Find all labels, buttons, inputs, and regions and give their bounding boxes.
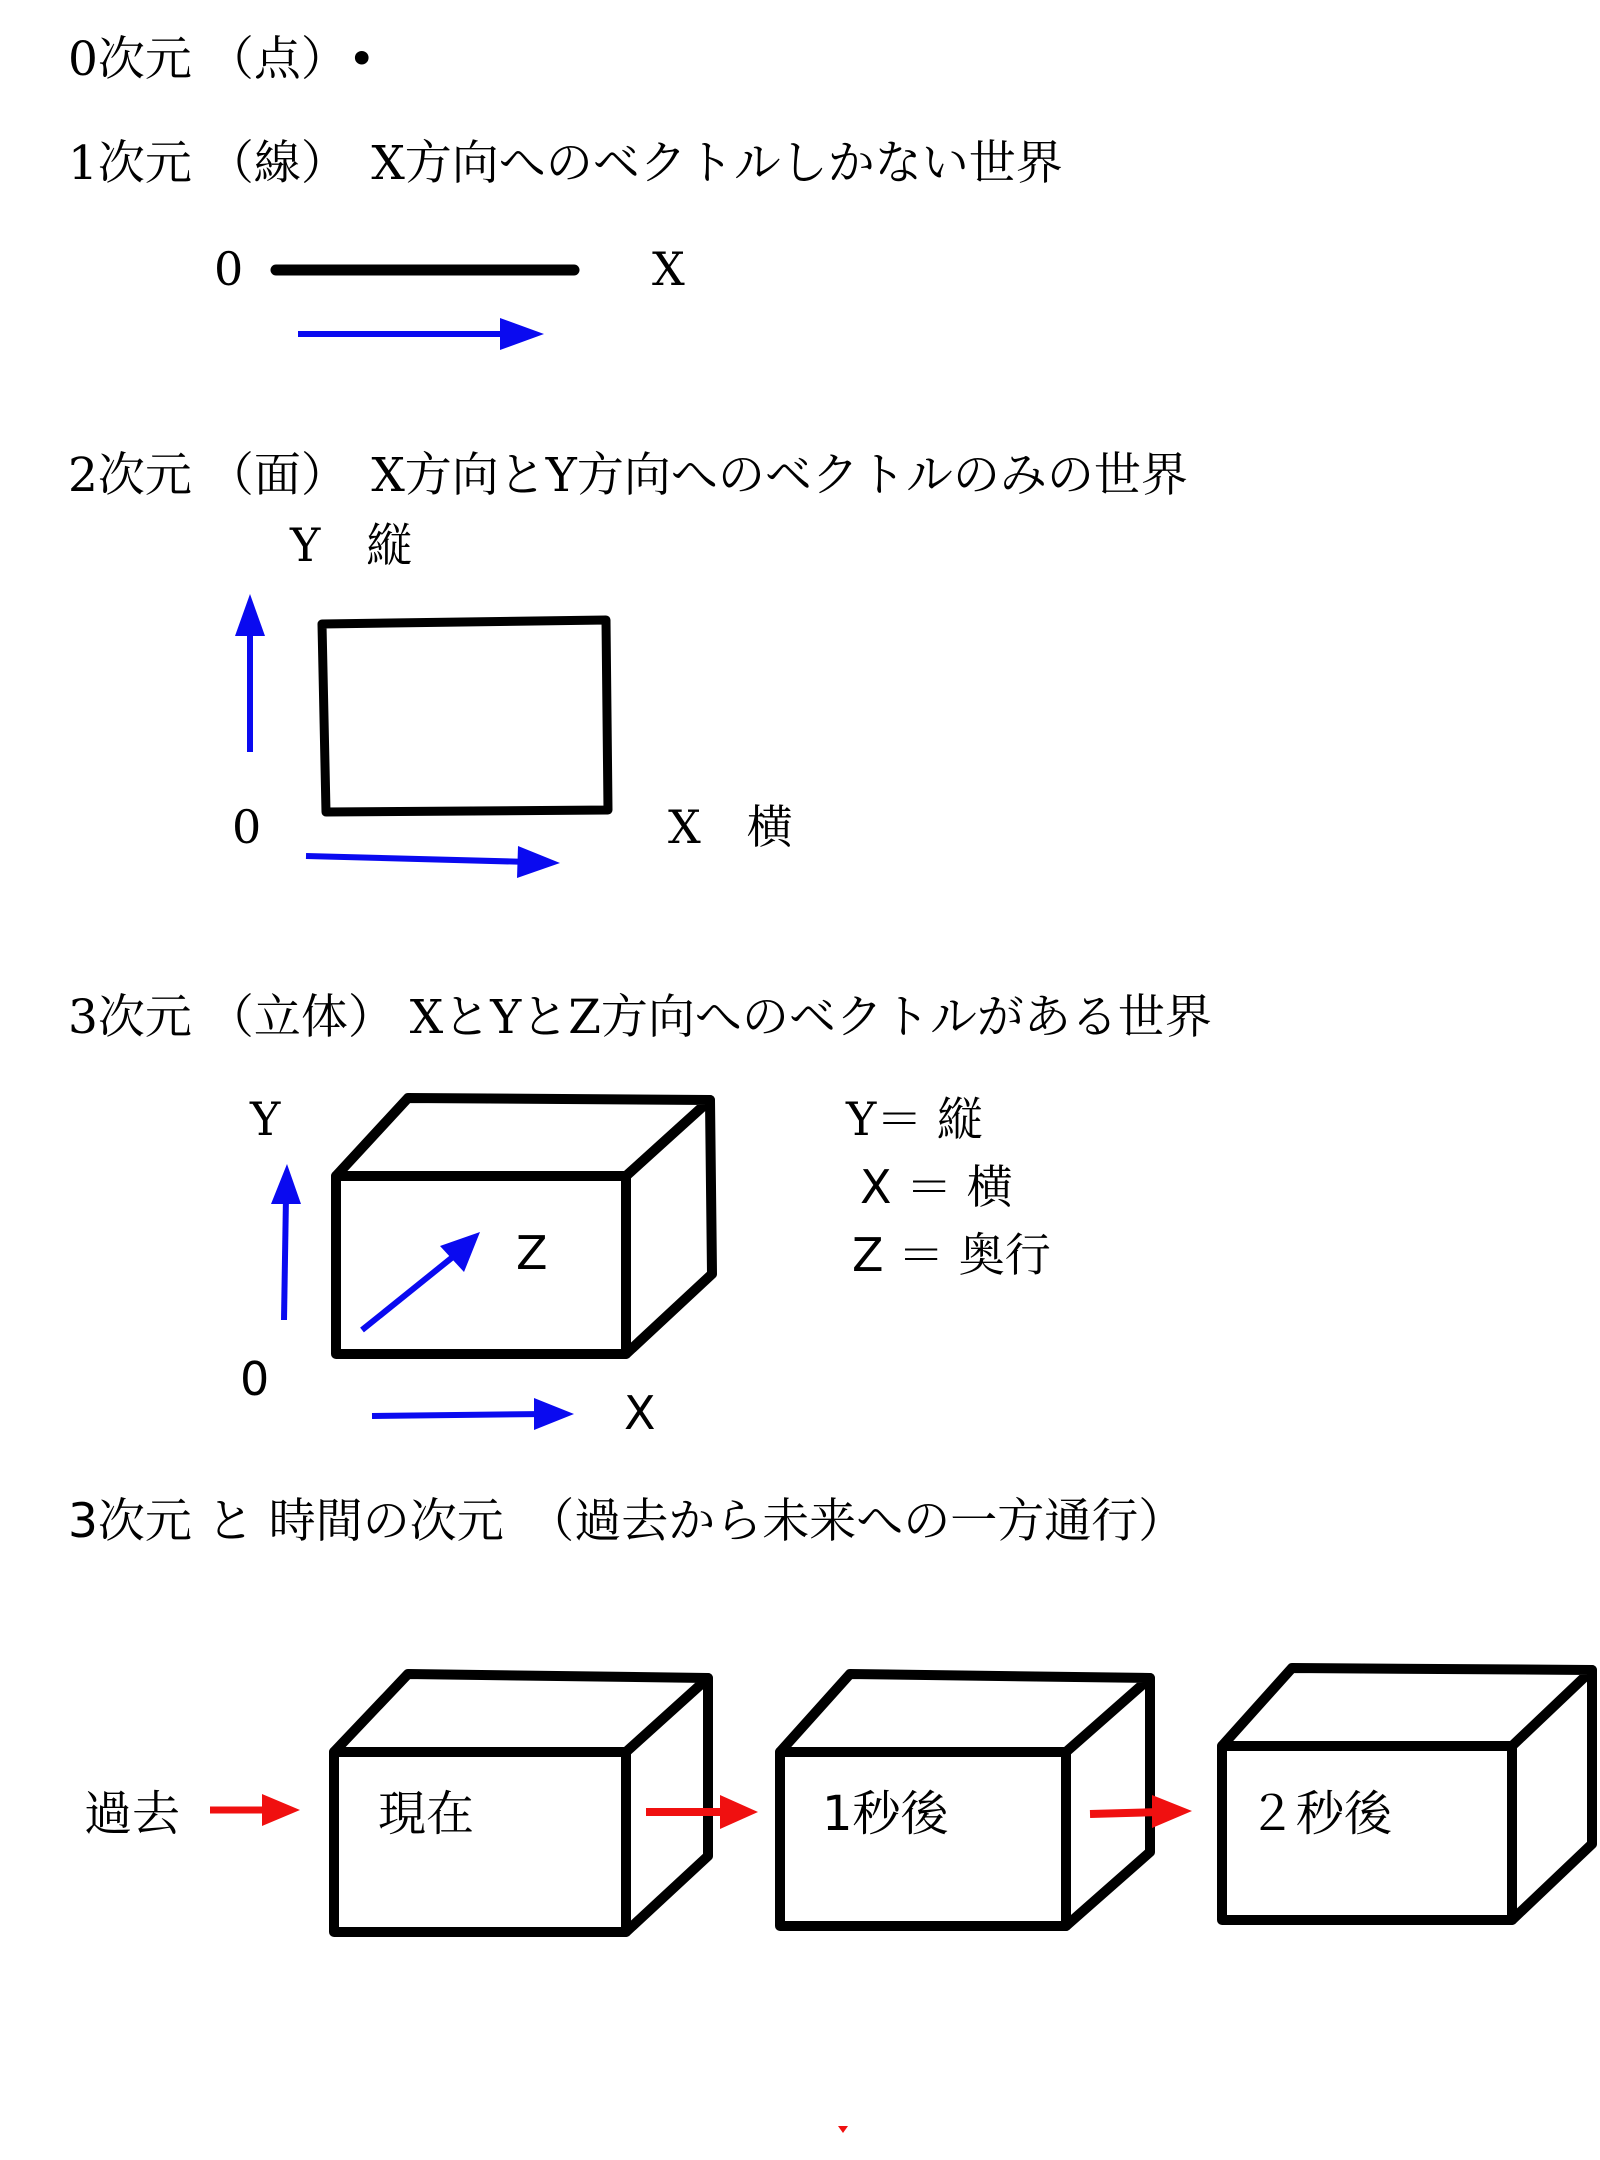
x-vector-2d xyxy=(306,846,560,878)
heading-2d: 2次元 （面） X方向とY方向へのベクトルのみの世界 xyxy=(68,448,1188,503)
arrow-now-to-1s xyxy=(646,1795,758,1829)
arrow-past-to-now xyxy=(210,1794,300,1826)
box-label-2s: ２秒後 xyxy=(1248,1786,1393,1842)
cube-z-label: Z xyxy=(516,1226,548,1280)
box-label-1s: 1秒後 xyxy=(822,1786,949,1842)
x-vector-1d xyxy=(298,318,544,350)
time-box-2s xyxy=(1222,1668,1592,1920)
cube-3d xyxy=(336,1098,712,1354)
heading-1d: 1次元 （線） X方向へのベクトルしかない世界 xyxy=(68,136,1063,191)
time-box-now xyxy=(334,1674,708,1932)
heading-0d: 0次元 （点）• xyxy=(68,32,376,87)
x-vector-3d xyxy=(372,1398,574,1430)
cube-origin-label: 0 xyxy=(240,1352,270,1406)
heading-time: 3次元 と 時間の次元 （過去から未来への一方通行） xyxy=(68,1494,1186,1549)
legend-z: Z ＝ 奥行 xyxy=(852,1228,1051,1282)
line-x-label: X xyxy=(652,242,685,296)
cube-y-label: Y xyxy=(250,1092,281,1146)
legend-y: Y＝ 縦 xyxy=(846,1092,983,1146)
cube-x-label: X xyxy=(624,1386,656,1440)
legend-x: X ＝ 横 xyxy=(860,1160,1013,1214)
heading-3d: 3次元 （立体） XとYとZ方向へのベクトルがある世界 xyxy=(68,990,1212,1045)
y-vector-2d xyxy=(235,594,265,752)
plane-x-label: X 横 xyxy=(668,800,793,854)
time-box-1s xyxy=(780,1674,1150,1926)
arrow-1s-to-2s xyxy=(1090,1795,1192,1828)
y-vector-3d xyxy=(271,1164,301,1320)
past-label: 過去 xyxy=(84,1786,181,1842)
z-vector-3d xyxy=(362,1232,480,1330)
box-label-now: 現在 xyxy=(378,1786,475,1842)
plane-rectangle xyxy=(322,620,608,812)
stray-red-mark xyxy=(838,2126,848,2133)
line-origin-label: 0 xyxy=(214,242,244,296)
plane-y-label: Y 縦 xyxy=(290,518,413,572)
plane-origin-label: 0 xyxy=(232,800,262,854)
